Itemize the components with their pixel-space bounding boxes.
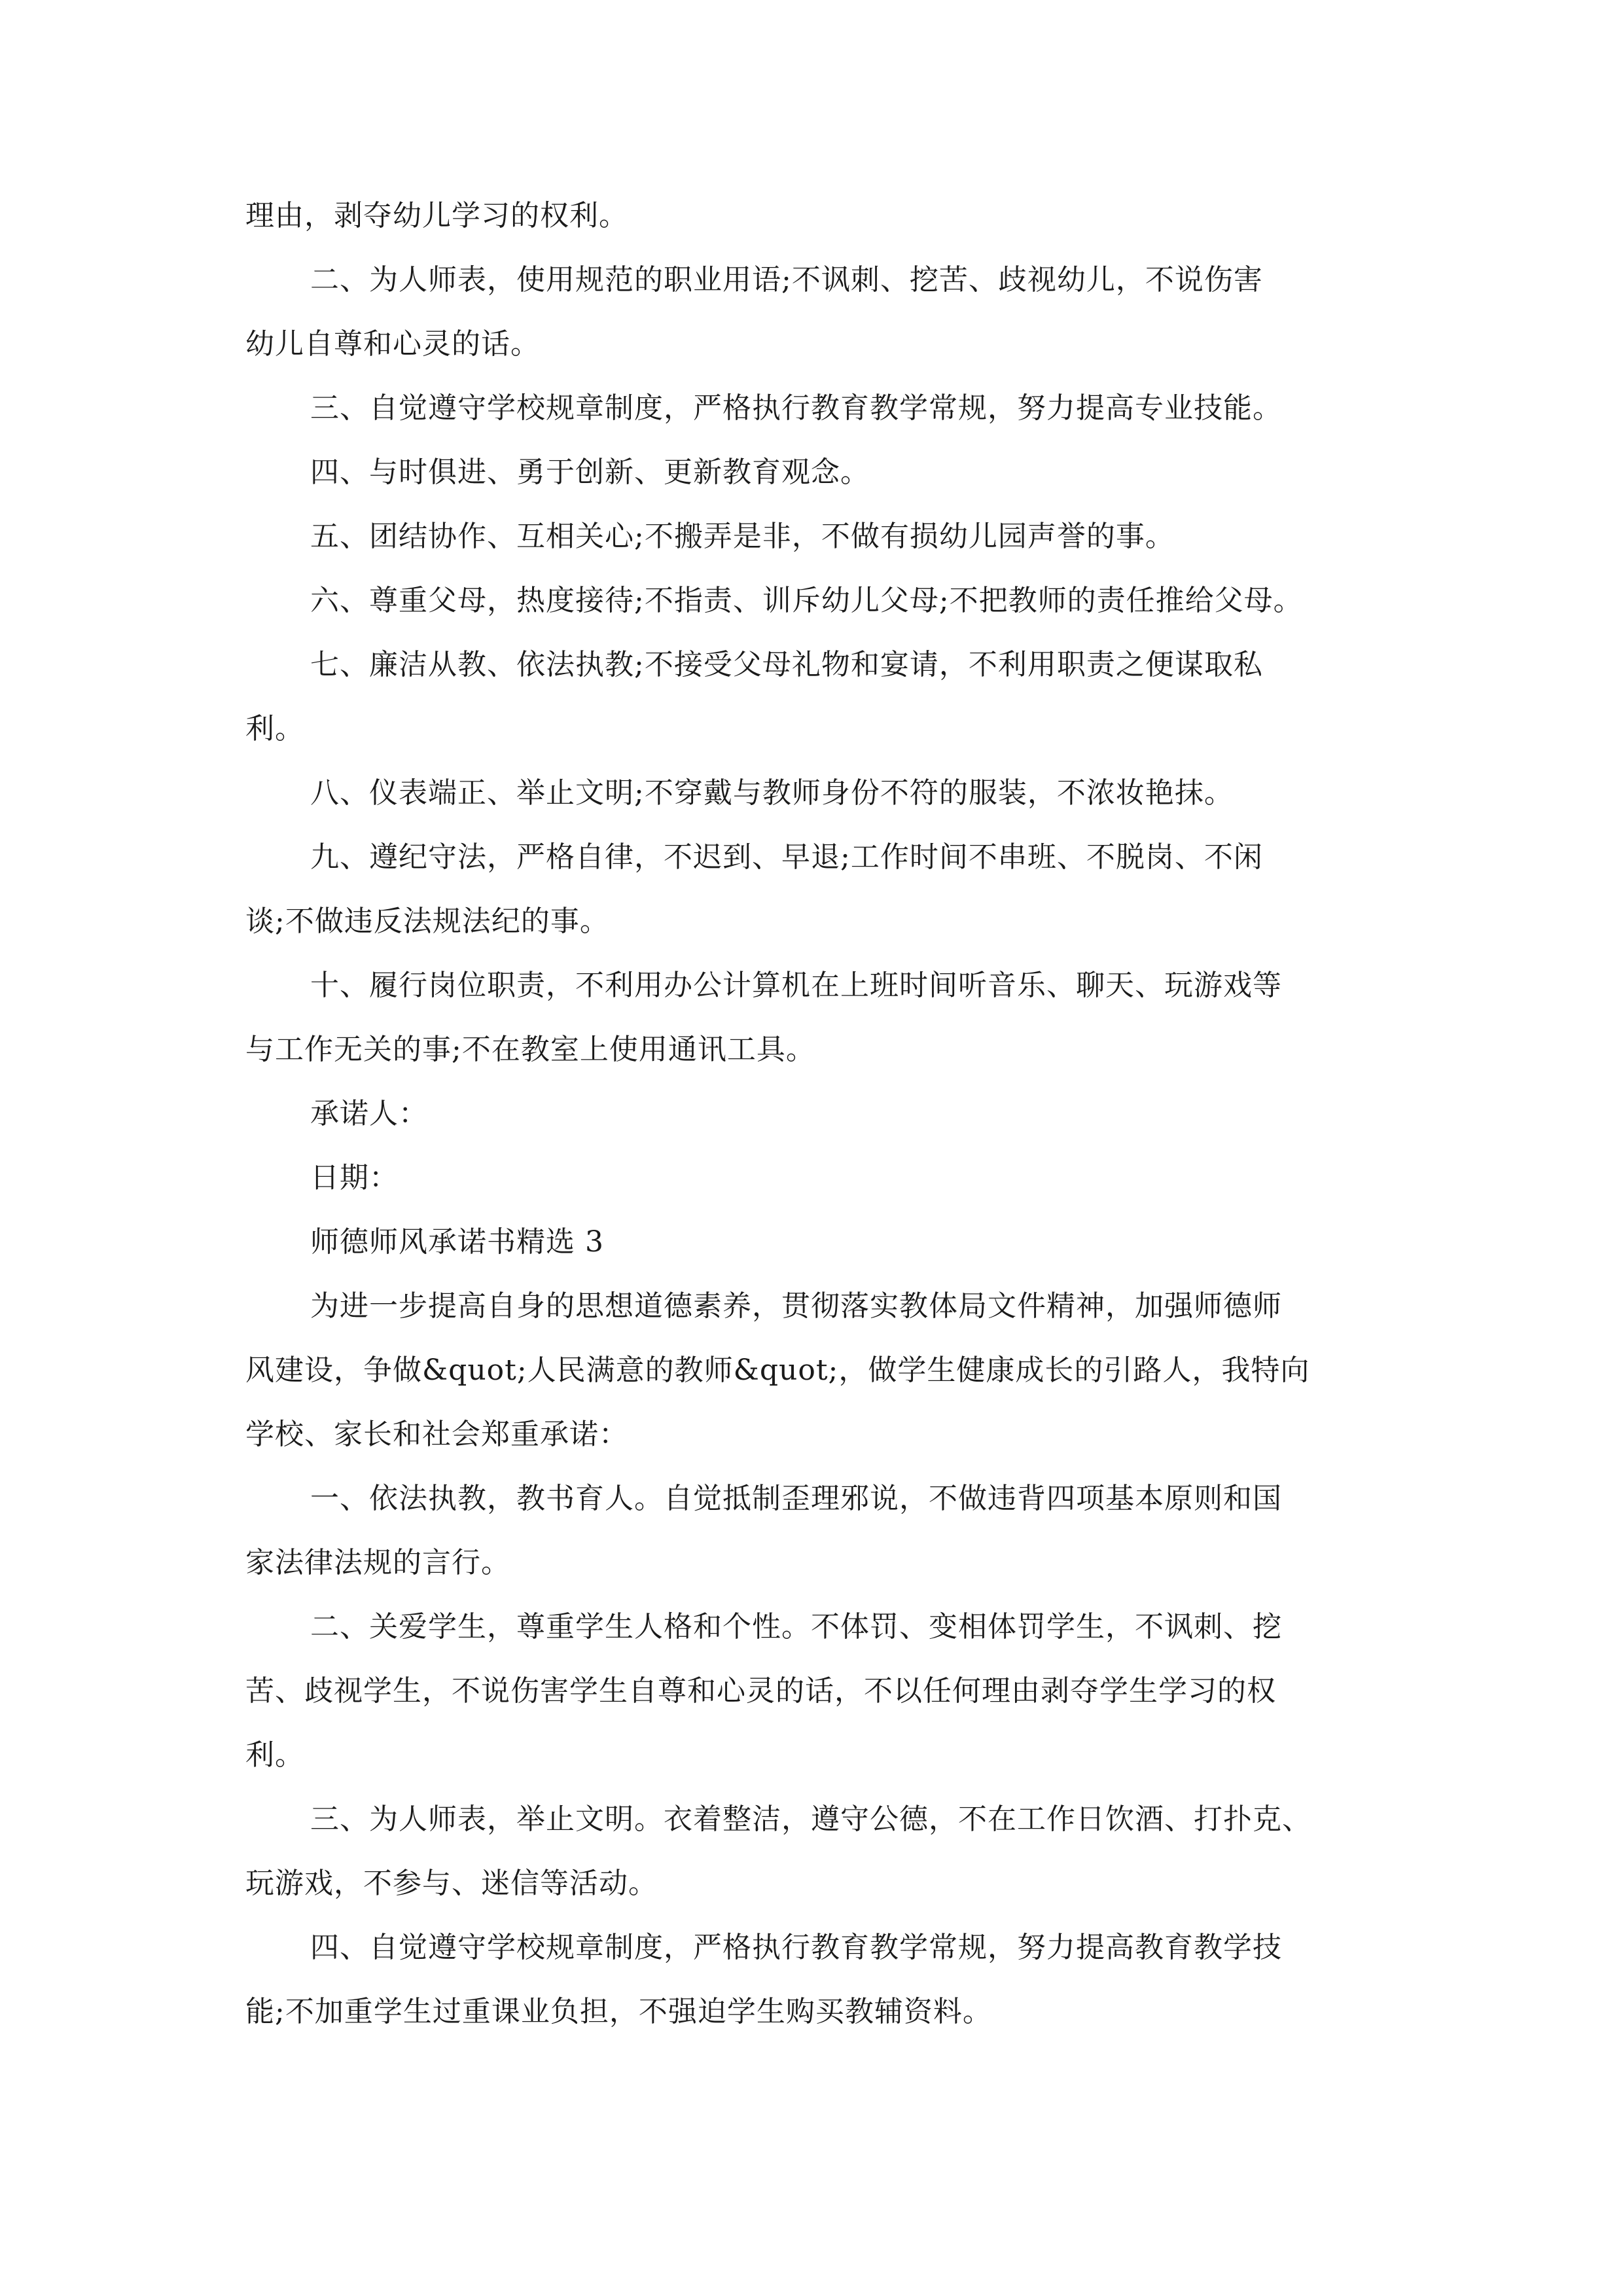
text-line: 二、关爱学生，尊重学生人格和个性。不体罚、变相体罚学生，不讽刺、挖 [310,1610,1282,1643]
text-line: 学校、家长和社会郑重承诺： [245,1418,628,1451]
text-line: 一、依法执教，教书育人。自觉抵制歪理邪说，不做违背四项基本原则和国 [310,1482,1282,1515]
text-line: 二、为人师表，使用规范的职业用语;不讽刺、挖苦、歧视幼儿，不说伤害 [310,263,1263,296]
text-line: 苦、歧视学生，不说伤害学生自尊和心灵的话，不以任何理由剥夺学生学习的权 [245,1674,1276,1708]
text-line: 四、与时俱进、勇于创新、更新教育观念。 [310,456,870,489]
text-line: 利。 [245,712,304,745]
text-line: 为进一步提高自身的思想道德素养，贯彻落实教体局文件精神，加强师德师 [310,1289,1282,1323]
date-label: 日期： [310,1161,399,1194]
signer-label: 承诺人： [310,1097,428,1130]
text-line: 利。 [245,1738,304,1772]
text-line: 九、遵纪守法，严格自律，不迟到、早退;工作时间不串班、不脱岗、不闲 [310,840,1263,874]
text-line: 六、尊重父母，热度接待;不指责、训斥幼儿父母;不把教师的责任推给父母。 [310,584,1303,617]
text-line: 理由，剥夺幼儿学习的权利。 [245,199,628,232]
text-line: 风建设，争做&quot;人民满意的教师&quot;，做学生健康成长的引路人，我特向 [245,1354,1310,1387]
text-line: 能;不加重学生过重课业负担，不强迫学生购买教辅资料。 [245,1995,992,2028]
text-line: 谈;不做违反法规法纪的事。 [245,905,609,938]
text-line: 八、仪表端正、举止文明;不穿戴与教师身份不符的服装，不浓妆艳抹。 [310,776,1234,810]
text-line: 玩游戏，不参与、迷信等活动。 [245,1867,658,1900]
section-title: 师德师风承诺书精选 3 [310,1225,604,1259]
text-line: 十、履行岗位职责，不利用办公计算机在上班时间听音乐、聊天、玩游戏等 [310,969,1282,1002]
text-line: 五、团结协作、互相关心;不搬弄是非，不做有损幼儿园声誉的事。 [310,520,1175,553]
text-line: 家法律法规的言行。 [245,1546,510,1579]
text-line: 幼儿自尊和心灵的话。 [245,327,540,361]
text-line: 三、自觉遵守学校规章制度，严格执行教育教学常规，努力提高专业技能。 [310,391,1282,425]
text-line: 三、为人师表，举止文明。衣着整洁，遵守公德，不在工作日饮酒、打扑克、 [310,1803,1311,1836]
text-line: 七、廉洁从教、依法执教;不接受父母礼物和宴请，不利用职责之便谋取私 [310,648,1263,681]
text-line: 四、自觉遵守学校规章制度，严格执行教育教学常规，努力提高教育教学技 [310,1931,1282,1964]
text-line: 与工作无关的事;不在教室上使用通讯工具。 [245,1033,815,1066]
